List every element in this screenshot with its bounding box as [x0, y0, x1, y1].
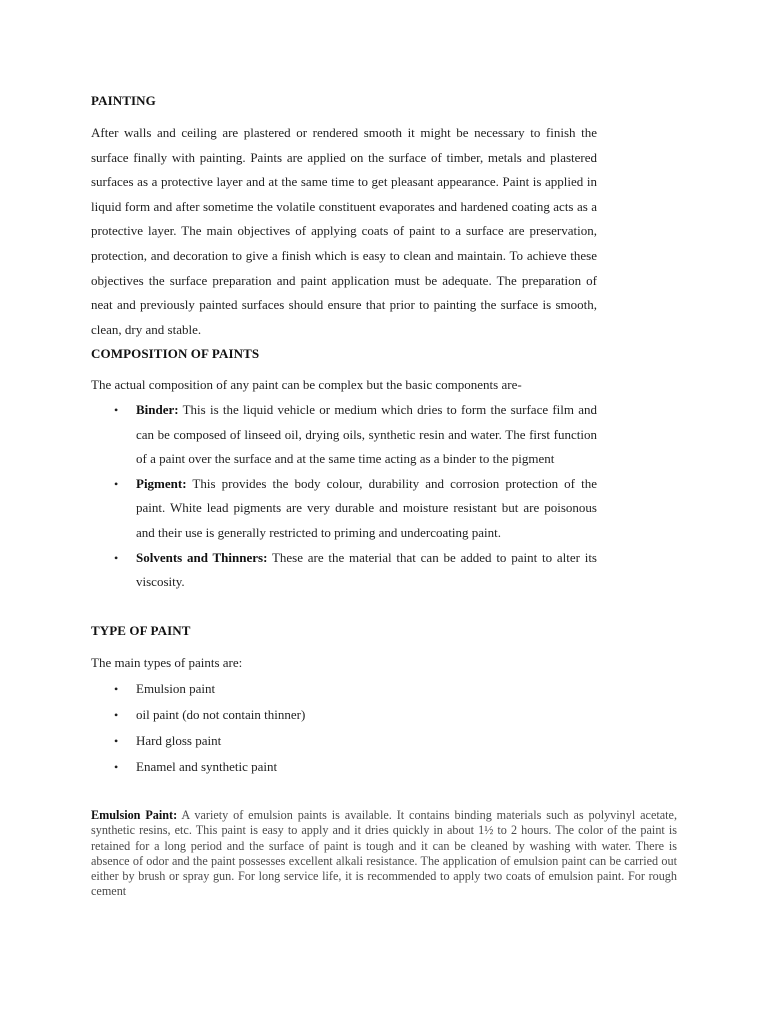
list-item	[91, 754, 305, 780]
list-item	[91, 728, 305, 754]
composition-list	[91, 398, 597, 595]
composition-intro: The actual composition of any paint can be complex but the basic components are-	[91, 377, 522, 392]
paint-type-label: Hard gloss paint	[136, 733, 222, 748]
bullet-icon: •	[114, 403, 119, 417]
painting-heading: PAINTING	[91, 93, 156, 108]
emulsion-paint-paragraph	[91, 808, 677, 900]
paint-type-label: oil paint (do not contain thinner)	[136, 707, 306, 722]
type-of-paint-heading: TYPE OF PAINT	[91, 623, 191, 638]
painting-paragraph: After walls and ceiling are plastered or rendered smooth it might be necessary to finish the surface finally with painting. Paints are applied on the surface of timber, metals and plastered surfaces as a protective layer and at the same time to get pleasant appearance. Paint is applied in liquid form and after sometime the volatile constituent evaporates and hardened coating acts as a protective layer. The main objectives of applying coats of paint to a surface are preservation, protection, and decoration to give a finish which is easy to clean and maintain. To achieve these objectives the surface preparation and paint application must be adequate. The preparation of neat and previously painted surfaces should ensure that prior to painting the surface is smooth, clean, dry and stable.	[91, 125, 597, 337]
component-description: This provides the body colour, durability and corrosion protection of the paint. White lead pigments are very durable and moisture resistant but are poisonous and their use is generally restricted to priming and undercoating paint.	[136, 475, 597, 540]
component-term: Solvents and Thinners:	[136, 549, 268, 565]
list-item	[91, 472, 597, 546]
emulsion-term: Emulsion Paint:	[91, 808, 178, 822]
component-term: Pigment:	[136, 475, 187, 491]
composition-heading: COMPOSITION OF PAINTS	[91, 346, 260, 361]
list-item	[91, 676, 305, 702]
component-description: This is the liquid vehicle or medium which dries to form the surface film and can be composed of linseed oil, drying oils, synthetic resin and water. The first function of a paint over the surface and at the same time acting as a binder to the pigment	[136, 402, 597, 467]
bullet-icon: •	[114, 734, 119, 748]
paint-type-label: Emulsion paint	[136, 681, 216, 696]
component-description: These are the material that can be added to paint to alter its viscosity.	[136, 549, 597, 590]
bullet-icon: •	[114, 550, 119, 565]
bullet-icon: •	[114, 760, 119, 774]
paint-type-label: Enamel and synthetic paint	[136, 759, 278, 774]
component-term: Binder:	[136, 402, 179, 417]
list-item	[91, 702, 305, 728]
bullet-icon: •	[114, 708, 119, 722]
types-intro: The main types of paints are:	[91, 655, 243, 670]
bullet-icon: •	[114, 476, 119, 491]
bullet-icon: •	[114, 682, 119, 696]
emulsion-description: A variety of emulsion paints is available. It contains binding materials such as polyvinyl acetate, synthetic resins, etc. This paint is easy to apply and it dries quickly in about 1½ to 2 hours. The color of the paint is retained for a long period and the surface of paint is tough and it can be cleaned by washing with water. There is absence of odor and the paint possesses excellent alkali resistance. The application of emulsion paint can be carried out either by brush or spray gun. For long service life, it is recommended to apply two coats of emulsion paint. For rough cement	[91, 808, 677, 899]
paint-types-list	[91, 676, 305, 780]
list-item	[91, 398, 597, 472]
list-item	[91, 546, 597, 595]
